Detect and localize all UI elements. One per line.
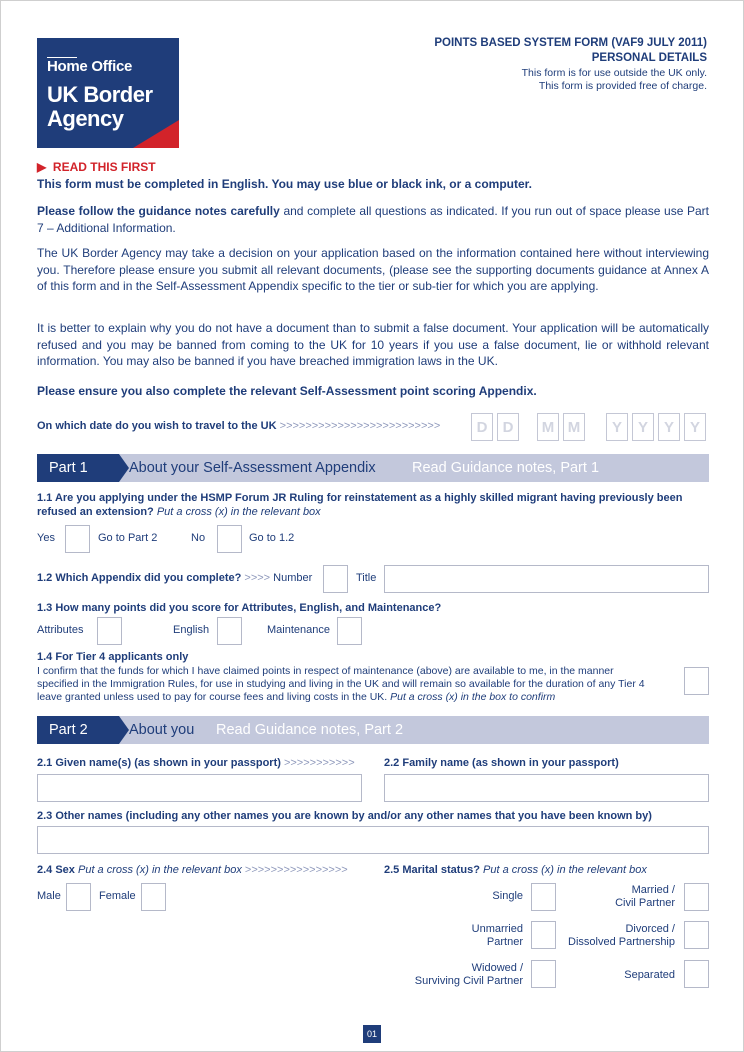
logo-uk-border: UK Border xyxy=(47,82,153,107)
intro-appendix-line: Please ensure you also complete the relevant Self-Assessment point scoring Appendix. xyxy=(37,384,537,398)
question-1-2: 1.2 Which Appendix did you complete? >>>> Number xyxy=(37,572,313,584)
yes-checkbox[interactable] xyxy=(65,525,90,553)
travel-year-box-2[interactable]: Y xyxy=(632,413,654,441)
widowed-checkbox[interactable] xyxy=(531,960,556,988)
maintenance-points-field[interactable] xyxy=(337,617,362,645)
part2-number: Part 2 xyxy=(37,716,119,744)
separated-label: Separated xyxy=(624,969,675,981)
divorced-label: Divorced / Dissolved Partnership xyxy=(568,923,675,948)
male-checkbox[interactable] xyxy=(66,883,91,911)
part2-guidance: Read Guidance notes, Part 2 xyxy=(216,722,404,738)
travel-day-box-2[interactable]: D xyxy=(497,413,519,441)
appendix-number-field[interactable] xyxy=(323,565,348,593)
travel-year-box-4[interactable]: Y xyxy=(684,413,706,441)
tier4-confirm-checkbox[interactable] xyxy=(684,667,709,695)
question-2-1: 2.1 Given name(s) (as shown in your passport) >>>>>>>>>>> xyxy=(37,757,355,769)
question-1-1: 1.1 Are you applying under the HSMP Forum JR Ruling for reinstatement as a highly skilled migrant having previously been xyxy=(37,492,683,504)
unmarried-checkbox[interactable] xyxy=(531,921,556,949)
go-to-1-2-label: Go to 1.2 xyxy=(249,532,295,544)
form-note-free: This form is provided free of charge. xyxy=(538,80,707,92)
widowed-label: Widowed / Surviving Civil Partner xyxy=(414,962,523,987)
travel-year-box-1[interactable]: Y xyxy=(606,413,628,441)
female-label: Female xyxy=(99,890,136,902)
no-checkbox[interactable] xyxy=(217,525,242,553)
question-2-2: 2.2 Family name (as shown in your passport) xyxy=(384,757,619,769)
go-to-part2-label: Go to Part 2 xyxy=(98,532,158,544)
form-title: POINTS BASED SYSTEM FORM (VAF9 JULY 2011) xyxy=(434,37,707,49)
single-label: Single xyxy=(492,890,523,902)
english-label: English xyxy=(173,624,210,636)
intro-decision-paragraph: The UK Border Agency may take a decision on your application based on the information contained here without interviewing you. Therefore please ensure you submit all relevant documents, (please see the supporting documents guidance at Annex A of this form and in the Self-Assessment Appendix specific to the tier or sub-tier for which you are applying. xyxy=(37,246,709,293)
part2-title: About you xyxy=(129,722,195,738)
part1-guidance: Read Guidance notes, Part 1 xyxy=(412,460,600,476)
page-number: 01 xyxy=(363,1025,381,1043)
travel-year-box-3[interactable]: Y xyxy=(658,413,680,441)
no-label: No xyxy=(191,532,206,544)
triangle-right-icon: ▶ xyxy=(37,160,47,174)
married-label: Married / Civil Partner xyxy=(615,884,675,909)
attributes-label: Attributes xyxy=(37,624,84,636)
other-names-field[interactable] xyxy=(37,826,709,854)
tier4-confirm-line3: leave granted unless used to pay for course fees and living costs in the UK. Put a cross (x) in the box to confirm xyxy=(37,691,556,703)
travel-day-box-1[interactable]: D xyxy=(471,413,493,441)
separated-checkbox[interactable] xyxy=(684,960,709,988)
part1-number: Part 1 xyxy=(37,454,119,482)
tier4-confirm-line2: specified in the Immigration Rules, for use in studying and living in the UK and will remain so available for the duration of any Tier 4 xyxy=(37,678,645,690)
attributes-points-field[interactable] xyxy=(97,617,122,645)
given-names-field[interactable] xyxy=(37,774,362,802)
question-1-1-cont: refused an extension? Put a cross (x) in the relevant box xyxy=(37,506,321,518)
intro-false-document-paragraph: It is better to explain why you do not have a document than to submit a false document. Your application will be automatically refused and you may be banned from coming to the UK for 10 years if you use a false document, lie or withhold relevant information. You may also be banned if you have breached immigration laws in the UK. xyxy=(37,321,709,368)
travel-month-box-2[interactable]: M xyxy=(563,413,585,441)
maintenance-label: Maintenance xyxy=(267,624,330,636)
read-this-first: ▶ READ THIS FIRST xyxy=(37,160,156,174)
question-2-5: 2.5 Marital status? Put a cross (x) in the relevant box xyxy=(384,864,647,876)
unmarried-label: Unmarried Partner xyxy=(471,923,523,948)
travel-date-label: On which date do you wish to travel to the UK >>>>>>>>>>>>>>>>>>>>>>>>> xyxy=(37,420,441,432)
question-1-3: 1.3 How many points did you score for Attributes, English, and Maintenance? xyxy=(37,602,442,614)
tier4-confirm-line1: I confirm that the funds for which I have claimed points in respect of maintenance (above) are available to me, in the manner xyxy=(37,665,614,677)
single-checkbox[interactable] xyxy=(531,883,556,911)
logo-home-office: Home Office xyxy=(47,58,133,75)
english-points-field[interactable] xyxy=(217,617,242,645)
intro-guidance-paragraph: Please follow the guidance notes carefully and complete all questions as indicated. If you run out of space please use Part 7 – Additional Information. xyxy=(37,204,709,235)
question-2-4: 2.4 Sex Put a cross (x) in the relevant box >>>>>>>>>>>>>>>> xyxy=(37,864,348,876)
question-2-3: 2.3 Other names (including any other names you are known by and/or any other names that you have been known by) xyxy=(37,810,652,822)
divorced-checkbox[interactable] xyxy=(684,921,709,949)
female-checkbox[interactable] xyxy=(141,883,166,911)
married-checkbox[interactable] xyxy=(684,883,709,911)
part1-header-bar xyxy=(37,454,709,482)
appendix-title-field[interactable] xyxy=(384,565,709,593)
male-label: Male xyxy=(37,890,61,902)
part2-header-bar xyxy=(37,716,709,744)
travel-month-box-1[interactable]: M xyxy=(537,413,559,441)
title-label: Title xyxy=(356,572,377,584)
form-subtitle: PERSONAL DETAILS xyxy=(591,52,707,64)
yes-label: Yes xyxy=(37,532,55,544)
form-note-outside-uk: This form is for use outside the UK only. xyxy=(521,67,707,79)
intro-english-line: This form must be completed in English. You may use blue or black ink, or a computer. xyxy=(37,177,532,191)
part1-title: About your Self-Assessment Appendix xyxy=(129,460,376,476)
family-name-field[interactable] xyxy=(384,774,709,802)
uk-border-agency-logo xyxy=(37,38,179,148)
question-1-4: 1.4 For Tier 4 applicants only xyxy=(37,651,189,663)
logo-agency: Agency xyxy=(47,106,124,131)
